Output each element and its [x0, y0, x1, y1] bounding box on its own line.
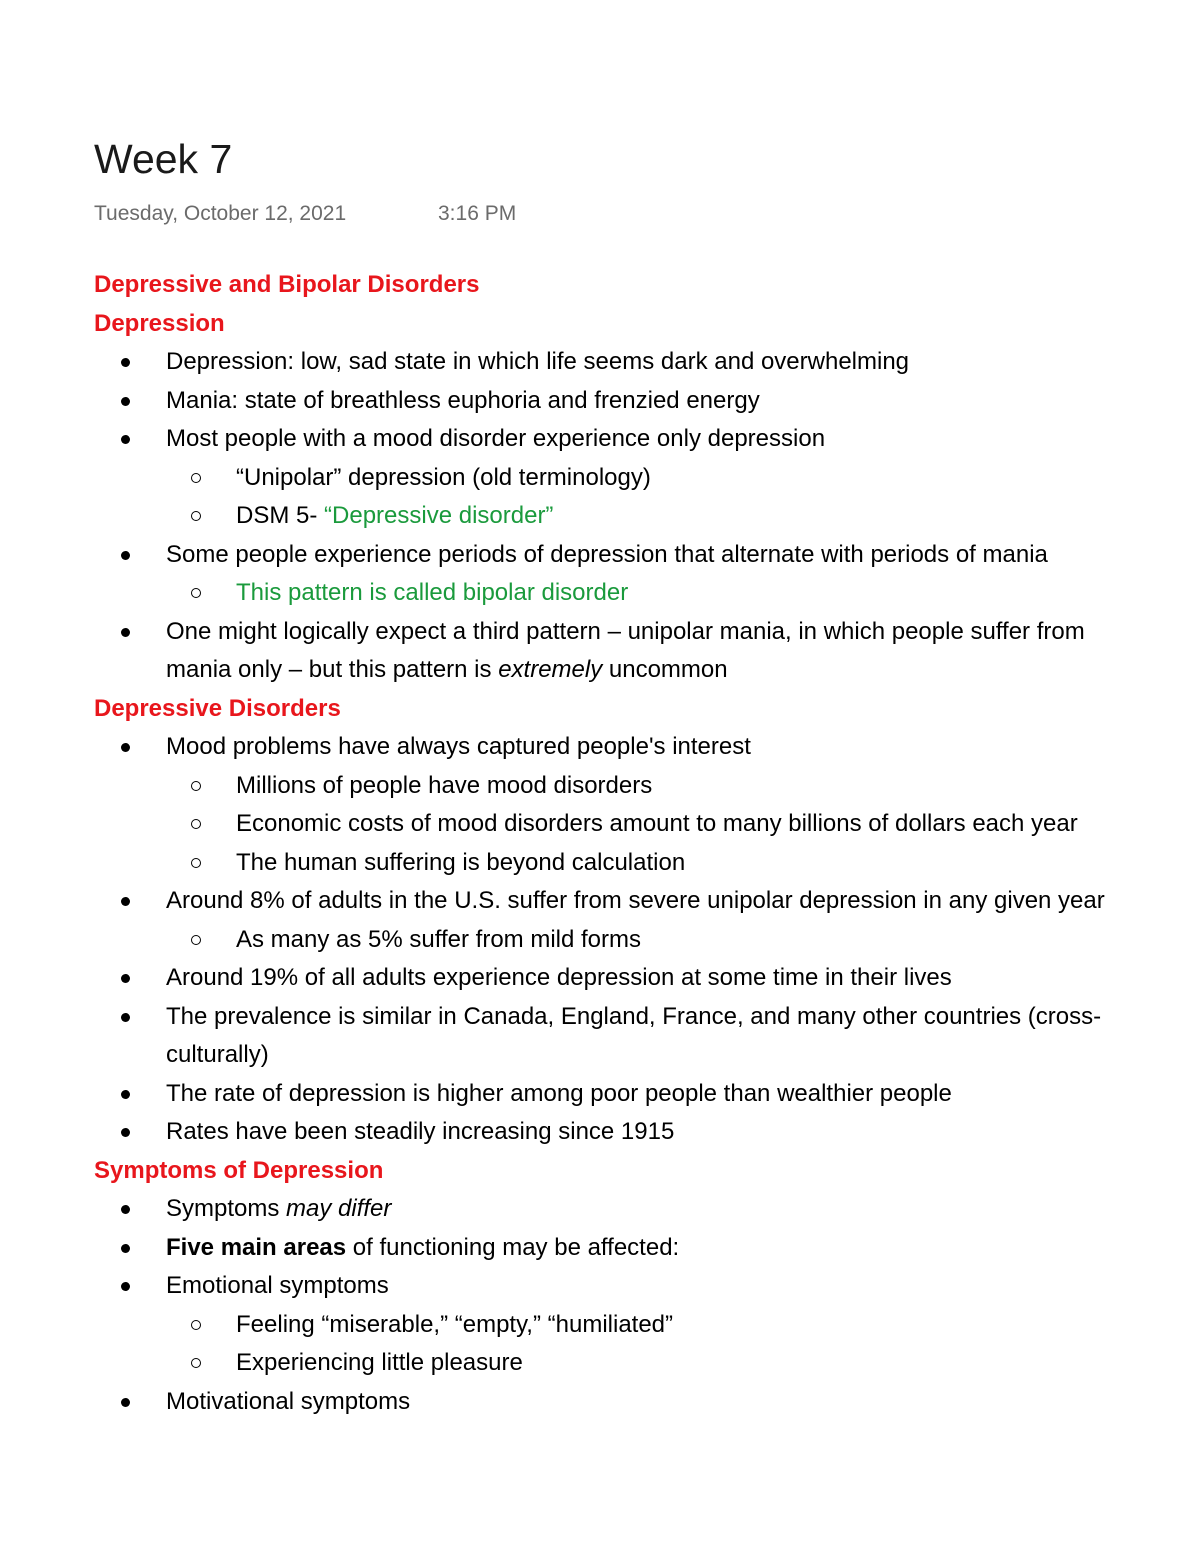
- list-item: [0, 1113, 1200, 1152]
- sub-list-item: [0, 767, 1200, 806]
- list-item-text: Symptoms: [166, 1195, 287, 1222]
- bullet-icon: [121, 358, 130, 367]
- page-time: 3:16 PM: [438, 202, 517, 225]
- bullet-icon: [121, 1244, 130, 1253]
- bullet-icon: [121, 897, 130, 906]
- sub-bullet-icon: [191, 819, 201, 829]
- bullet-list: [0, 728, 1200, 1152]
- list-item: [0, 1267, 1200, 1306]
- sub-list-item: [0, 1344, 1200, 1383]
- list-item-text: Mania: state of breathless euphoria and frenzied energy: [166, 386, 760, 414]
- page-title: Week 7: [94, 136, 233, 182]
- sub-bullet-icon: [191, 511, 201, 521]
- bullet-list: [0, 1190, 1200, 1421]
- list-item-text: uncommon: [602, 656, 728, 683]
- list-item: [0, 728, 1200, 767]
- bullet-icon: [121, 1013, 130, 1022]
- section-depressive-disorders: [0, 690, 1200, 1152]
- list-item-text: Mood problems have always captured people's interest: [166, 733, 751, 760]
- list-item: [0, 420, 1200, 459]
- sub-bullet-icon: [191, 588, 201, 598]
- sub-list-item: [0, 921, 1200, 960]
- sub-bullet-icon: [191, 781, 201, 791]
- sub-bullet-icon: [191, 935, 201, 945]
- list-item-text: Feeling “miserable,” “empty,” “humiliated”: [236, 1310, 674, 1338]
- list-item-continuation: [0, 651, 1200, 690]
- list-item: [0, 882, 1200, 921]
- list-item-text: “Unipolar” depression (old terminology): [236, 463, 651, 491]
- list-item-text: Experiencing little pleasure: [236, 1349, 523, 1376]
- list-item: [0, 613, 1200, 652]
- emphasis-text: extremely: [498, 656, 603, 683]
- sub-list-item: [0, 805, 1200, 844]
- bullet-icon: [121, 435, 130, 444]
- bullet-icon: [121, 551, 130, 560]
- list-item-text: Motivational symptoms: [166, 1387, 411, 1415]
- list-item: [0, 998, 1200, 1037]
- sub-bullet-icon: [191, 473, 201, 483]
- list-item-text: The human suffering is beyond calculation: [236, 848, 686, 876]
- section-heading: Depression: [94, 309, 225, 337]
- list-item-text: of functioning may be affected:: [346, 1233, 680, 1261]
- list-item-text: One might logically expect a third pattern – unipolar mania, in which people suffer from: [166, 617, 1085, 645]
- list-item: [0, 382, 1200, 421]
- sub-list-item: [0, 574, 1200, 613]
- list-item: [0, 1229, 1200, 1268]
- list-item-text: mania only – but this pattern is: [166, 656, 499, 683]
- list-item-text: Most people with a mood disorder experience only depression: [166, 425, 826, 452]
- bullet-icon: [121, 974, 130, 983]
- sub-bullet-icon: [191, 858, 201, 868]
- list-item-text: Around 8% of adults in the U.S. suffer from severe unipolar depression in any given year: [166, 887, 1105, 914]
- bullet-icon: [121, 743, 130, 752]
- list-item: [0, 1075, 1200, 1114]
- sub-list-item: [0, 497, 1200, 536]
- highlighted-text: “Depressive disorder”: [324, 502, 554, 529]
- bullet-icon: [121, 1205, 130, 1214]
- sub-list-item: [0, 459, 1200, 498]
- list-item-text: The prevalence is similar in Canada, England, France, and many other countries (cross-: [166, 1002, 1102, 1030]
- bullet-icon: [121, 1282, 130, 1291]
- bullet-icon: [121, 397, 130, 406]
- list-item-text: Around 19% of all adults experience depression at some time in their lives: [166, 964, 952, 991]
- list-item-text: As many as 5% suffer from mild forms: [236, 925, 641, 953]
- main-heading: Depressive and Bipolar Disorders: [94, 271, 480, 298]
- list-item-text: Millions of people have mood disorders: [236, 771, 653, 799]
- section-depression: [0, 305, 1200, 690]
- list-item-text: Depression: low, sad state in which life seems dark and overwhelming: [166, 348, 910, 375]
- list-item: [0, 1383, 1200, 1422]
- sub-bullet-icon: [191, 1320, 201, 1330]
- section-heading: Depressive Disorders: [94, 694, 341, 722]
- note-body: [0, 266, 1200, 1436]
- bullet-icon: [121, 1128, 130, 1137]
- page-date: Tuesday, October 12, 2021: [94, 202, 347, 225]
- list-item-text: Rates have been steadily increasing since 1915: [166, 1118, 675, 1145]
- list-item-continuation: [0, 1036, 1200, 1075]
- list-item-text: The rate of depression is higher among poor people than wealthier people: [166, 1079, 952, 1107]
- list-item: [0, 536, 1200, 575]
- section-heading: Symptoms of Depression: [94, 1156, 384, 1184]
- sub-list-item: [0, 1306, 1200, 1345]
- list-item-text: Some people experience periods of depression that alternate with periods of mania: [166, 540, 1048, 568]
- list-item-text: Economic costs of mood disorders amount to many billions of dollars each year: [236, 810, 1078, 837]
- sub-bullet-icon: [191, 1358, 201, 1368]
- bullet-icon: [121, 1398, 130, 1407]
- list-item-text: Emotional symptoms: [166, 1272, 389, 1299]
- list-item-text: DSM 5-: [236, 502, 325, 529]
- bullet-list: [0, 343, 1200, 690]
- section-symptoms: [0, 1152, 1200, 1422]
- bullet-icon: [121, 1090, 130, 1099]
- bold-text: Five main areas: [166, 1233, 347, 1261]
- list-item: [0, 959, 1200, 998]
- list-item-text: culturally): [166, 1041, 269, 1068]
- bullet-icon: [121, 628, 130, 637]
- list-item: [0, 343, 1200, 382]
- highlighted-text: This pattern is called bipolar disorder: [236, 579, 629, 606]
- list-item: [0, 1190, 1200, 1229]
- sub-list-item: [0, 844, 1200, 883]
- emphasis-text: may differ: [286, 1195, 392, 1222]
